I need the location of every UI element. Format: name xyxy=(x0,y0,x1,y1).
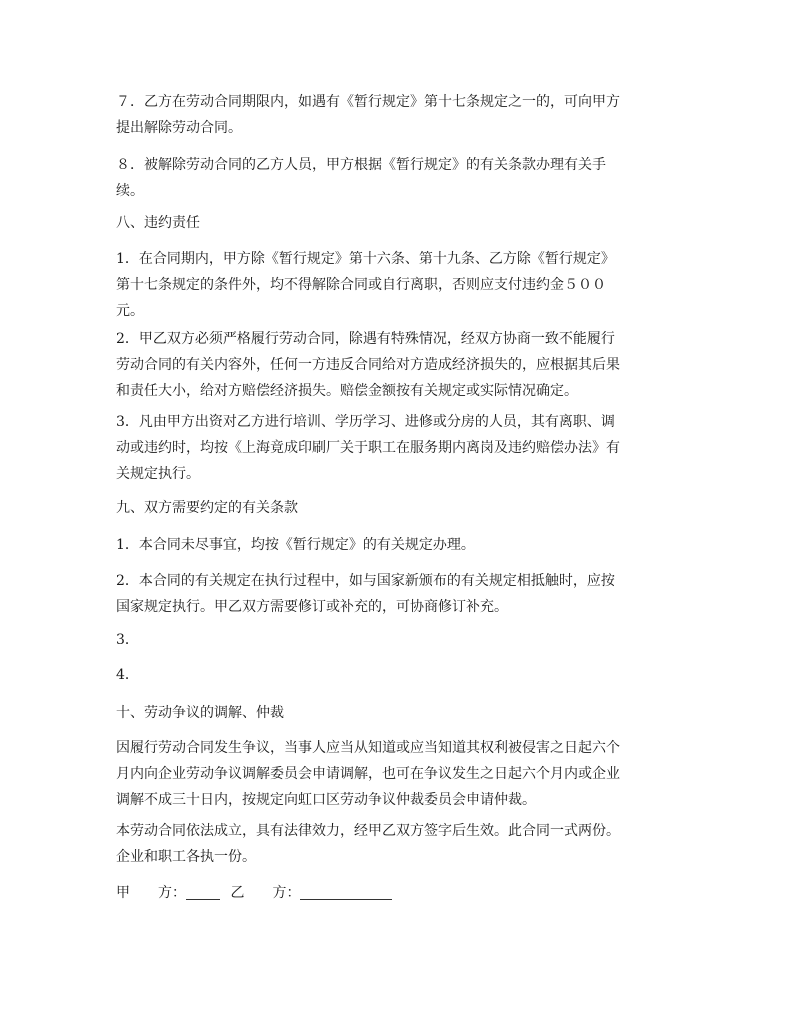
text-line: 第十七条规定的条件外，均不得解除合同或自行离职，否则应支付违约金５００ xyxy=(116,277,606,293)
text-line: 关规定执行。 xyxy=(116,466,200,482)
text-line: 企业和职工各执一份。 xyxy=(116,849,256,865)
section-9-item-2 xyxy=(116,568,691,620)
section-9-item-1 xyxy=(116,532,691,558)
section-9-item-4 xyxy=(116,662,691,688)
text-line: 因履行劳动合同发生争议，当事人应当从知道或应当知道其权利被侵害之日起六个 xyxy=(116,740,620,756)
text-line: 3．凡由甲方出资对乙方进行培训、学历学习、进修或分房的人员，其有离职、调 xyxy=(116,414,615,430)
section-9-item-3 xyxy=(116,627,691,653)
text-line: 本劳动合同依法成立，具有法律效力，经甲乙双方签字后生效。此合同一式两份。 xyxy=(116,823,620,839)
text-line: 3． xyxy=(116,632,139,648)
clause-8-paragraph xyxy=(116,152,691,204)
section-10-body xyxy=(116,735,691,813)
party-b-label: 乙 方： xyxy=(230,885,301,901)
text-line: 2．本合同的有关规定在执行过程中，如与国家新颁布的有关规定相抵触时，应按 xyxy=(116,573,615,589)
signature-line xyxy=(116,880,392,906)
party-a-signature-blank xyxy=(186,883,220,900)
text-line: 九、双方需要约定的有关条款 xyxy=(116,500,298,516)
text-line: 2．甲乙双方必须严格履行劳动合同，除遇有特殊情况，经双方协商一致不能履行 xyxy=(116,331,615,347)
text-line: 元。 xyxy=(116,303,144,319)
party-a-label: 甲 方： xyxy=(116,885,186,901)
text-line: ８．被解除劳动合同的乙方人员，甲方根据《暂行规定》的有关条款办理有关手 xyxy=(116,157,606,173)
text-line: 调解不成三十日内，按规定向虹口区劳动争议仲裁委员会申请仲裁。 xyxy=(116,792,536,808)
text-line: 和责任大小，给对方赔偿经济损失。赔偿金额按有关规定或实际情况确定。 xyxy=(116,383,578,399)
text-line: 1．本合同未尽事宜，均按《暂行规定》的有关规定办理。 xyxy=(116,537,475,553)
text-line: 月内向企业劳动争议调解委员会申请调解，也可在争议发生之日起六个月内或企业 xyxy=(116,766,620,782)
clause-7-paragraph xyxy=(116,89,691,141)
text-line: ７．乙方在劳动合同期限内，如遇有《暂行规定》第十七条规定之一的，可向甲方 xyxy=(116,94,620,110)
section-10-heading xyxy=(116,700,691,726)
text-line: 劳动合同的有关内容外，任何一方违反合同给对方造成经济损失的，应根据其后果 xyxy=(116,357,620,373)
section-9-heading xyxy=(116,495,691,521)
text-line: 动或违约时，均按《上海竟成印刷厂关于职工在服务期内离岗及违约赔偿办法》有 xyxy=(116,440,620,456)
text-line: 国家规定执行。甲乙双方需要修订或补充的，可协商修订补充。 xyxy=(116,599,508,615)
text-line: 十、劳动争议的调解、仲裁 xyxy=(116,705,284,721)
section-8-item-3 xyxy=(116,409,691,487)
section-8-heading xyxy=(116,210,691,236)
text-line: 续。 xyxy=(116,183,144,199)
text-line: 提出解除劳动合同。 xyxy=(116,120,242,136)
party-b-signature-blank xyxy=(300,883,392,900)
section-8-item-2 xyxy=(116,326,691,404)
text-line: 4． xyxy=(116,667,139,683)
section-8-item-1 xyxy=(116,246,691,324)
text-line: 1．在合同期内，甲方除《暂行规定》第十六条、第十九条、乙方除《暂行规定》 xyxy=(116,251,615,267)
text-line: 八、违约责任 xyxy=(116,215,200,231)
closing-paragraph xyxy=(116,818,691,870)
